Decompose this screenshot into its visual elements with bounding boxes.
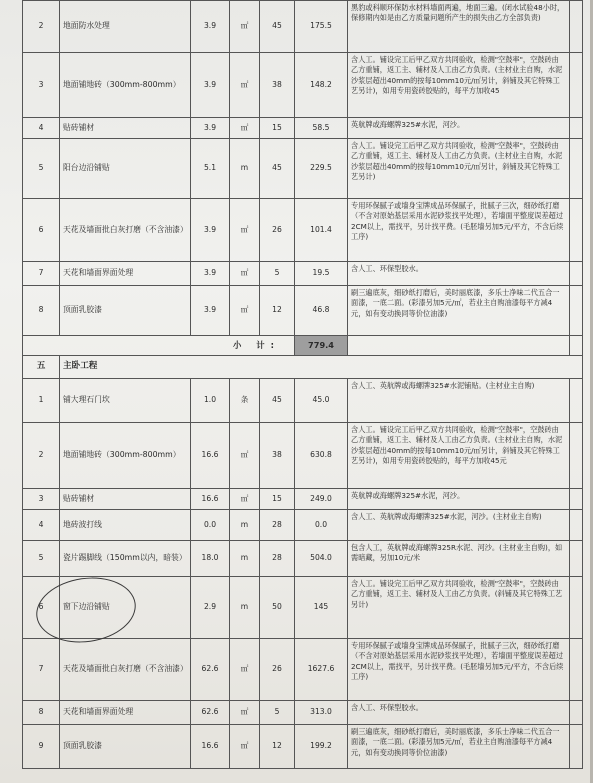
item-qty: 16.6: [191, 489, 230, 510]
item-extra: [570, 286, 583, 336]
item-total: 58.5: [295, 118, 348, 139]
item-total: 45.0: [295, 379, 348, 423]
item-total: 175.5: [295, 1, 348, 53]
item-no: 6: [23, 199, 60, 262]
item-note: 含人工。铺设完工后甲乙双方共同验收，检测"空鼓率"，空鼓砖由乙方重铺，返工主、辅材及人工由乙方负责。(主材业主自购，水泥沙浆层超出40mm的按每10mm10元/㎡另计，斜铺及其它特殊工艺另计)，如用专用瓷砖胶贴的，每平方加收45: [348, 53, 570, 118]
table-row: [23, 53, 583, 118]
item-extra: [570, 541, 583, 577]
item-price: 12: [260, 725, 295, 769]
item-extra: [570, 139, 583, 199]
item-note: 英航牌或海螺牌325#水泥，河沙。: [348, 118, 570, 139]
item-name: 天花及墙面批白灰打磨（不含油漆）: [60, 199, 191, 262]
item-unit: ㎡: [230, 199, 260, 262]
item-name: 天花及墙面批白灰打磨（不含油漆）: [60, 639, 191, 701]
item-unit: ㎡: [230, 725, 260, 769]
section-title: 主卧工程: [60, 356, 583, 379]
item-qty: 2.9: [191, 577, 230, 639]
item-extra: [570, 725, 583, 769]
item-unit: m: [230, 577, 260, 639]
item-note: 专用环保腻子或墙身宝牌成品环保腻子，批腻子三次，细砂纸打磨（不含对原始基层采用水泥砂浆找平处理），若墙面平整度误差超过2CM以上，需找平，另计找平费。(毛胚墙另加5元/平方，不含后续工序): [348, 639, 570, 701]
item-price: 45: [260, 379, 295, 423]
quotation-table: [22, 0, 583, 769]
item-no: 3: [23, 53, 60, 118]
item-total: 229.5: [295, 139, 348, 199]
item-price: 45: [260, 1, 295, 53]
item-no: 7: [23, 639, 60, 701]
item-total: 199.2: [295, 725, 348, 769]
item-name: 瓷片踢脚线（150mm以内，暗装）: [60, 541, 191, 577]
table-row: [23, 725, 583, 769]
table-row: [23, 262, 583, 286]
item-total: 145: [295, 577, 348, 639]
item-price: 26: [260, 639, 295, 701]
item-total: 630.8: [295, 423, 348, 489]
item-unit: m: [230, 541, 260, 577]
item-qty: 3.9: [191, 1, 230, 53]
item-name: 顶面乳胶漆: [60, 286, 191, 336]
table-row: [23, 510, 583, 541]
item-price: 5: [260, 262, 295, 286]
item-name: 贴砖铺材: [60, 489, 191, 510]
item-qty: 3.9: [191, 118, 230, 139]
item-unit: ㎡: [230, 118, 260, 139]
item-unit: ㎡: [230, 53, 260, 118]
item-qty: 62.6: [191, 701, 230, 725]
item-note: 专用环保腻子或墙身宝牌成品环保腻子，批腻子三次，细砂纸打磨（不含对原始基层采用水泥砂浆找平处理），若墙面平整度误差超过2CM以上，需找平，另计找平费。(毛胚墙另加5元/平方，不含后续工序): [348, 199, 570, 262]
item-qty: 16.6: [191, 725, 230, 769]
item-unit: ㎡: [230, 639, 260, 701]
item-no: 2: [23, 1, 60, 53]
item-name: 顶面乳胶漆: [60, 725, 191, 769]
item-note: 含人工、英航牌或海螺牌325#水泥，河沙。(主材业主自购): [348, 510, 570, 541]
item-extra: [570, 262, 583, 286]
item-no: 5: [23, 139, 60, 199]
item-note: 含人工、环保型胶水。: [348, 262, 570, 286]
item-extra: [570, 199, 583, 262]
item-note: 刷三遍底灰，细砂纸打磨后，美时丽底漆，多乐士净味二代五合一面漆，一底二面。(彩漆另加5元/㎡，若业主自购油漆每平方减4元，如有变动换同等价位油漆): [348, 286, 570, 336]
item-price: 12: [260, 286, 295, 336]
item-qty: 3.9: [191, 53, 230, 118]
item-no: 5: [23, 541, 60, 577]
item-total: 101.4: [295, 199, 348, 262]
item-no: 2: [23, 423, 60, 489]
item-extra: [570, 53, 583, 118]
item-no: 6: [23, 577, 60, 639]
item-name: 阳台边沿铺贴: [60, 139, 191, 199]
item-name: 地面防水处理: [60, 1, 191, 53]
item-no: 8: [23, 701, 60, 725]
item-qty: 0.0: [191, 510, 230, 541]
item-unit: m: [230, 510, 260, 541]
item-no: 1: [23, 379, 60, 423]
item-price: 15: [260, 489, 295, 510]
item-total: 1627.6: [295, 639, 348, 701]
table-row: [23, 379, 583, 423]
item-extra: [570, 639, 583, 701]
table-row: [23, 701, 583, 725]
section-header: [23, 356, 583, 379]
item-price: 15: [260, 118, 295, 139]
item-qty: 5.1: [191, 139, 230, 199]
item-qty: 3.9: [191, 286, 230, 336]
item-price: 38: [260, 53, 295, 118]
table-row: [23, 1, 583, 53]
item-extra: [570, 701, 583, 725]
item-total: 19.5: [295, 262, 348, 286]
item-total: 148.2: [295, 53, 348, 118]
item-note: 刷三遍底灰，细砂纸打磨后，美时丽底漆，多乐士净味二代五合一面漆，一底二面。(彩漆另加5元/㎡，若业主自购油漆每平方减4元，如有变动换同等价位油漆): [348, 725, 570, 769]
table-row: [23, 199, 583, 262]
item-price: 5: [260, 701, 295, 725]
item-extra: [570, 379, 583, 423]
item-qty: 18.0: [191, 541, 230, 577]
item-extra: [570, 510, 583, 541]
table-row: [23, 423, 583, 489]
item-price: 45: [260, 139, 295, 199]
item-price: 38: [260, 423, 295, 489]
item-no: 4: [23, 118, 60, 139]
item-note: 含人工。铺设完工后甲乙双方共同验收，检测"空鼓率"，空鼓砖由乙方重铺，返工主、辅材及人工由乙方负责。(主材业主自购，水泥沙浆层超出40mm的按每10mm10元/㎡另计，斜铺及其它特殊工艺另计)，如用专用瓷砖胶贴的，每平方加收45元: [348, 423, 570, 489]
item-note: 含人工。铺设完工后甲乙双方共同验收，检测"空鼓率"，空鼓砖由乙方重铺，返工主、辅材及人工由乙方负责。(主材业主自购，水泥沙浆层超出40mm的按每10mm10元/㎡另计，斜铺及其它特殊工艺另计): [348, 139, 570, 199]
subtotal-row: [23, 336, 583, 356]
item-price: 50: [260, 577, 295, 639]
item-name: 天花和墙面界面处理: [60, 262, 191, 286]
table-row: [23, 489, 583, 510]
item-no: 3: [23, 489, 60, 510]
table-row: [23, 639, 583, 701]
item-unit: ㎡: [230, 1, 260, 53]
item-qty: 16.6: [191, 423, 230, 489]
item-extra: [570, 577, 583, 639]
item-extra: [570, 1, 583, 53]
item-name: 窗下边沿铺贴: [60, 577, 191, 639]
table-row: [23, 139, 583, 199]
section-number: 五: [23, 356, 60, 379]
subtotal-label: 小 计:: [23, 336, 295, 356]
item-extra: [570, 423, 583, 489]
subtotal-value: 779.4: [295, 336, 348, 356]
item-note: 含人工。铺设完工后甲乙双方共同验收，检测"空鼓率"，空鼓砖由乙方重铺，返工主、辅材及人工由乙方负责。(斜铺及其它特殊工艺另计): [348, 577, 570, 639]
table-row: [23, 286, 583, 336]
table-row: [23, 541, 583, 577]
item-price: 28: [260, 510, 295, 541]
item-name: 贴砖铺材: [60, 118, 191, 139]
item-name: 天花和墙面界面处理: [60, 701, 191, 725]
item-note: 黑豹或科顺环保防水材料墙面两遍，地面三遍。(闭水试验48小时，保修期内如是由乙方质量问题所产生的损失由乙方全部负责): [348, 1, 570, 53]
item-no: 9: [23, 725, 60, 769]
item-unit: ㎡: [230, 701, 260, 725]
item-name: 地面铺地砖（300mm-800mm）: [60, 53, 191, 118]
item-total: 0.0: [295, 510, 348, 541]
item-unit: m: [230, 139, 260, 199]
item-note: 英航牌或海螺牌325#水泥，河沙。: [348, 489, 570, 510]
item-total: 313.0: [295, 701, 348, 725]
item-qty: 3.9: [191, 199, 230, 262]
item-qty: 3.9: [191, 262, 230, 286]
item-extra: [570, 118, 583, 139]
item-unit: ㎡: [230, 286, 260, 336]
table-row: [23, 118, 583, 139]
item-name: 地砖波打线: [60, 510, 191, 541]
item-no: 8: [23, 286, 60, 336]
item-note: 包含人工，英航牌或海螺牌325R水泥、河沙。(主材业主自购)，如需暗藏，另加10元/米: [348, 541, 570, 577]
item-qty: 1.0: [191, 379, 230, 423]
item-unit: ㎡: [230, 489, 260, 510]
item-total: 46.8: [295, 286, 348, 336]
item-no: 7: [23, 262, 60, 286]
item-name: 地面铺地砖（300mm-800mm）: [60, 423, 191, 489]
item-unit: ㎡: [230, 262, 260, 286]
item-price: 26: [260, 199, 295, 262]
item-extra: [570, 489, 583, 510]
item-note: 含人工、环保型胶水。: [348, 701, 570, 725]
item-no: 4: [23, 510, 60, 541]
item-qty: 62.6: [191, 639, 230, 701]
item-unit: 条: [230, 379, 260, 423]
item-note: 含人工、英航牌或海螺牌325#水泥铺贴。(主材业主自购): [348, 379, 570, 423]
item-unit: ㎡: [230, 423, 260, 489]
item-total: 249.0: [295, 489, 348, 510]
item-name: 铺大理石门坎: [60, 379, 191, 423]
item-price: 28: [260, 541, 295, 577]
item-total: 504.0: [295, 541, 348, 577]
